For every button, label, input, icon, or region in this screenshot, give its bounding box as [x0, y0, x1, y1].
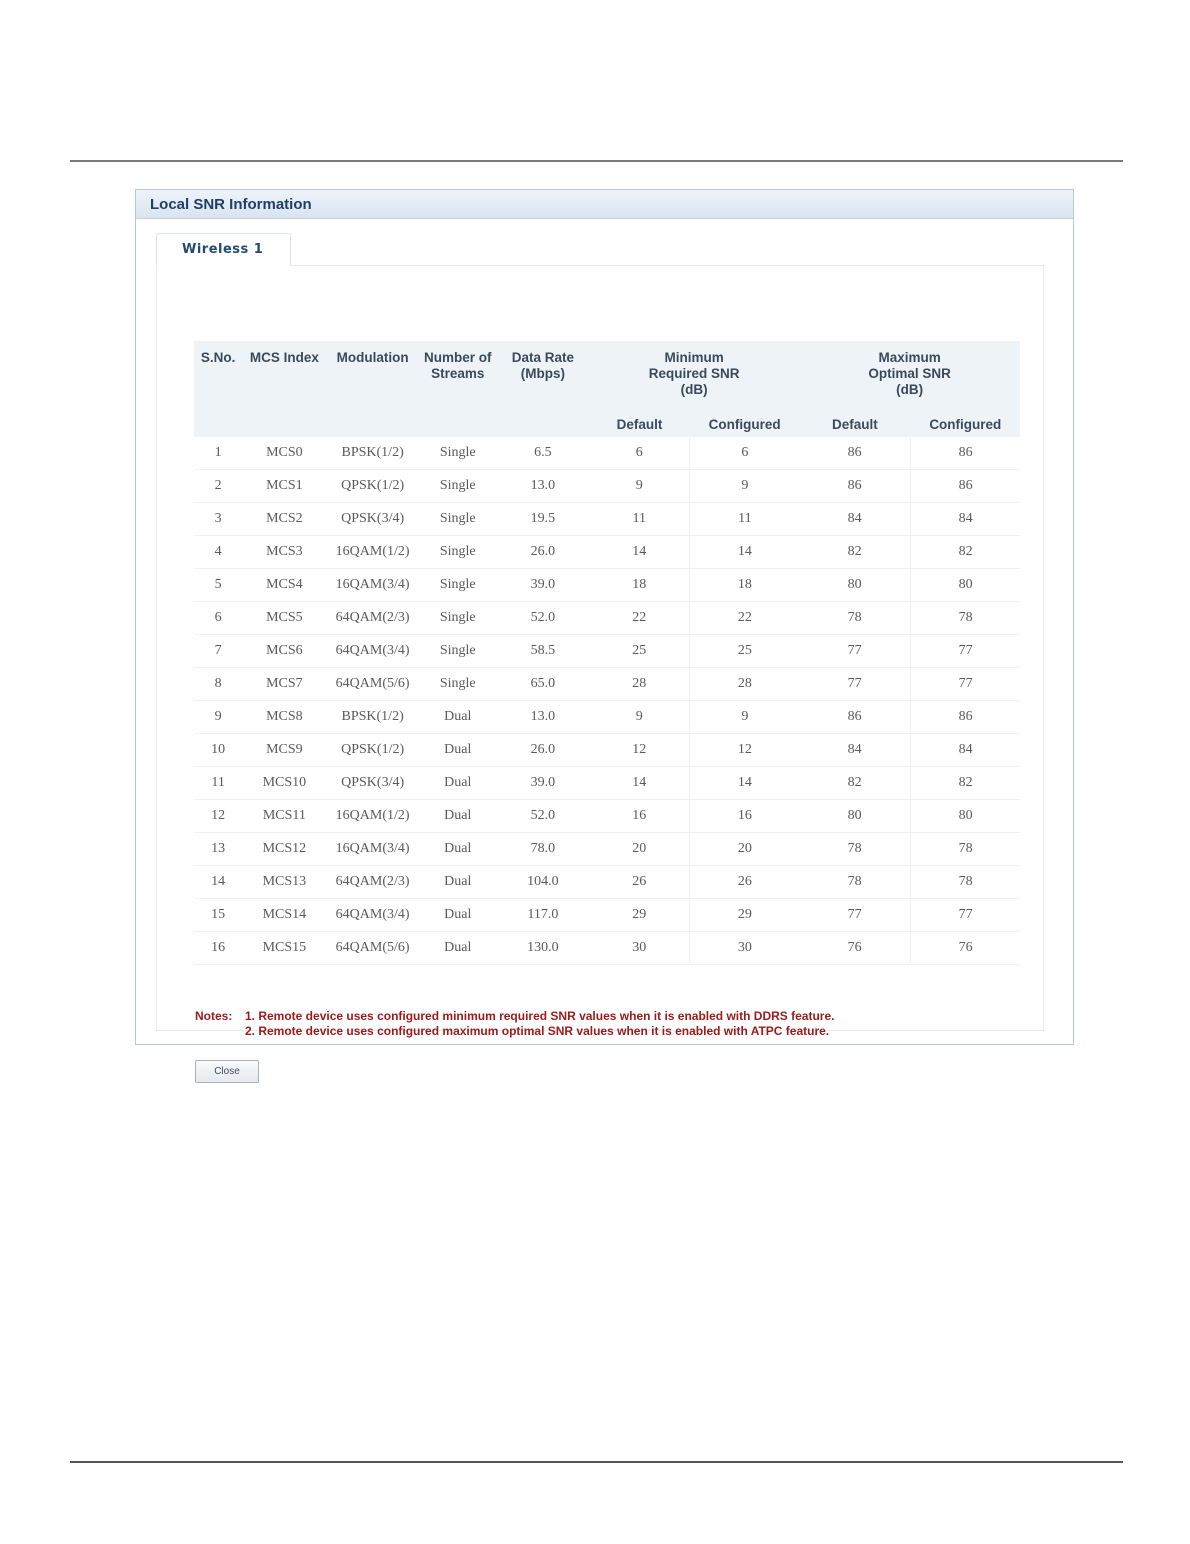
cell-streams: Dual — [419, 899, 497, 932]
cell-max-default: 77 — [799, 899, 910, 932]
header-sno: S.No. — [194, 341, 242, 437]
close-button[interactable]: Close — [195, 1060, 259, 1083]
cell-max-default: 76 — [799, 932, 910, 965]
cell-modulation: 16QAM(3/4) — [326, 833, 418, 866]
cell-mcs-index: MCS13 — [242, 866, 326, 899]
cell-streams: Single — [419, 470, 497, 503]
cell-min-configured: 14 — [690, 767, 799, 800]
cell-max-default: 77 — [799, 668, 910, 701]
cell-min-default: 6 — [589, 437, 690, 470]
table-row — [194, 668, 1020, 701]
cell-max-default: 77 — [799, 635, 910, 668]
cell-mcs-index: MCS5 — [242, 602, 326, 635]
cell-sno: 3 — [194, 503, 242, 536]
cell-min-default: 14 — [589, 536, 690, 569]
cell-sno: 5 — [194, 569, 242, 602]
cell-modulation: 16QAM(1/2) — [326, 536, 418, 569]
cell-data-rate: 26.0 — [497, 536, 589, 569]
cell-modulation: 16QAM(1/2) — [326, 800, 418, 833]
table-row — [194, 932, 1020, 965]
cell-mcs-index: MCS8 — [242, 701, 326, 734]
cell-max-default: 78 — [799, 866, 910, 899]
table-row — [194, 899, 1020, 932]
cell-mcs-index: MCS3 — [242, 536, 326, 569]
header-data-rate: Data Rate (Mbps) — [497, 341, 589, 437]
cell-min-configured: 9 — [690, 470, 799, 503]
snr-table — [194, 341, 1020, 965]
cell-data-rate: 39.0 — [497, 767, 589, 800]
cell-modulation: QPSK(1/2) — [326, 470, 418, 503]
cell-streams: Single — [419, 635, 497, 668]
cell-sno: 11 — [194, 767, 242, 800]
header-max-configured: Configured — [911, 412, 1020, 437]
cell-max-configured: 86 — [911, 470, 1020, 503]
cell-max-configured: 86 — [911, 701, 1020, 734]
cell-max-configured: 82 — [911, 536, 1020, 569]
cell-max-configured: 77 — [911, 635, 1020, 668]
cell-mcs-index: MCS12 — [242, 833, 326, 866]
cell-modulation: QPSK(3/4) — [326, 767, 418, 800]
cell-sno: 2 — [194, 470, 242, 503]
cell-max-default: 80 — [799, 800, 910, 833]
header-min-required-snr: Minimum Required SNR (dB) — [589, 341, 799, 412]
cell-max-default: 86 — [799, 470, 910, 503]
header-max-optimal-snr: Maximum Optimal SNR (dB) — [799, 341, 1020, 412]
cell-sno: 9 — [194, 701, 242, 734]
table-row — [194, 701, 1020, 734]
cell-data-rate: 39.0 — [497, 569, 589, 602]
table-row — [194, 503, 1020, 536]
table-row — [194, 437, 1020, 470]
cell-min-configured: 28 — [690, 668, 799, 701]
header-mcs-index: MCS Index — [242, 341, 326, 437]
cell-mcs-index: MCS11 — [242, 800, 326, 833]
cell-sno: 10 — [194, 734, 242, 767]
cell-min-configured: 29 — [690, 899, 799, 932]
cell-data-rate: 78.0 — [497, 833, 589, 866]
cell-min-configured: 25 — [690, 635, 799, 668]
cell-mcs-index: MCS6 — [242, 635, 326, 668]
cell-streams: Dual — [419, 701, 497, 734]
cell-modulation: 16QAM(3/4) — [326, 569, 418, 602]
cell-min-default: 12 — [589, 734, 690, 767]
cell-sno: 14 — [194, 866, 242, 899]
cell-min-configured: 14 — [690, 536, 799, 569]
cell-max-default: 86 — [799, 437, 910, 470]
cell-modulation: QPSK(3/4) — [326, 503, 418, 536]
cell-max-default: 84 — [799, 503, 910, 536]
table-row — [194, 470, 1020, 503]
cell-mcs-index: MCS1 — [242, 470, 326, 503]
panel-title: Local SNR Information — [136, 190, 1073, 219]
cell-max-default: 86 — [799, 701, 910, 734]
tab-content — [156, 265, 1044, 1077]
cell-data-rate: 13.0 — [497, 701, 589, 734]
cell-data-rate: 52.0 — [497, 602, 589, 635]
cell-data-rate: 52.0 — [497, 800, 589, 833]
cell-max-configured: 78 — [911, 833, 1020, 866]
cell-min-default: 29 — [589, 899, 690, 932]
cell-streams: Dual — [419, 767, 497, 800]
cell-sno: 4 — [194, 536, 242, 569]
cell-modulation: BPSK(1/2) — [326, 437, 418, 470]
cell-streams: Dual — [419, 833, 497, 866]
cell-min-configured: 30 — [690, 932, 799, 965]
table-row — [194, 800, 1020, 833]
cell-data-rate: 65.0 — [497, 668, 589, 701]
cell-min-default: 9 — [589, 701, 690, 734]
cell-modulation: 64QAM(5/6) — [326, 932, 418, 965]
cell-min-configured: 9 — [690, 701, 799, 734]
cell-mcs-index: MCS2 — [242, 503, 326, 536]
cell-modulation: 64QAM(3/4) — [326, 899, 418, 932]
cell-min-default: 14 — [589, 767, 690, 800]
cell-min-configured: 22 — [690, 602, 799, 635]
cell-mcs-index: MCS7 — [242, 668, 326, 701]
cell-min-default: 26 — [589, 866, 690, 899]
cell-streams: Single — [419, 602, 497, 635]
notes-label: Notes: — [195, 1009, 233, 1023]
cell-modulation: 64QAM(5/6) — [326, 668, 418, 701]
cell-mcs-index: MCS0 — [242, 437, 326, 470]
cell-mcs-index: MCS9 — [242, 734, 326, 767]
cell-streams: Single — [419, 668, 497, 701]
cell-data-rate: 58.5 — [497, 635, 589, 668]
cell-max-default: 84 — [799, 734, 910, 767]
cell-max-configured: 78 — [911, 866, 1020, 899]
cell-mcs-index: MCS10 — [242, 767, 326, 800]
cell-data-rate: 6.5 — [497, 437, 589, 470]
cell-streams: Dual — [419, 734, 497, 767]
cell-min-default: 20 — [589, 833, 690, 866]
cell-mcs-index: MCS4 — [242, 569, 326, 602]
cell-max-configured: 80 — [911, 800, 1020, 833]
table-row — [194, 734, 1020, 767]
cell-sno: 8 — [194, 668, 242, 701]
cell-modulation: BPSK(1/2) — [326, 701, 418, 734]
cell-max-configured: 80 — [911, 569, 1020, 602]
cell-max-configured: 84 — [911, 734, 1020, 767]
cell-data-rate: 117.0 — [497, 899, 589, 932]
cell-max-configured: 77 — [911, 668, 1020, 701]
cell-data-rate: 13.0 — [497, 470, 589, 503]
cell-min-default: 11 — [589, 503, 690, 536]
cell-data-rate: 19.5 — [497, 503, 589, 536]
cell-min-default: 16 — [589, 800, 690, 833]
cell-min-configured: 11 — [690, 503, 799, 536]
cell-sno: 1 — [194, 437, 242, 470]
cell-sno: 13 — [194, 833, 242, 866]
cell-max-default: 80 — [799, 569, 910, 602]
cell-streams: Dual — [419, 866, 497, 899]
table-row — [194, 569, 1020, 602]
cell-modulation: 64QAM(3/4) — [326, 635, 418, 668]
note-line: 2. Remote device uses configured maximum optimal SNR values when it is enabled with ATPC feature. — [245, 1024, 830, 1038]
cell-sno: 15 — [194, 899, 242, 932]
cell-streams: Dual — [419, 800, 497, 833]
cell-max-configured: 82 — [911, 767, 1020, 800]
cell-min-default: 25 — [589, 635, 690, 668]
cell-streams: Single — [419, 503, 497, 536]
cell-min-configured: 26 — [690, 866, 799, 899]
cell-streams: Dual — [419, 932, 497, 965]
cell-max-default: 78 — [799, 602, 910, 635]
cell-min-default: 28 — [589, 668, 690, 701]
cell-min-default: 18 — [589, 569, 690, 602]
cell-max-default: 78 — [799, 833, 910, 866]
page-bottom-rule — [70, 1461, 1123, 1463]
table-row — [194, 635, 1020, 668]
header-modulation: Modulation — [326, 341, 418, 437]
cell-max-configured: 78 — [911, 602, 1020, 635]
cell-min-configured: 6 — [690, 437, 799, 470]
cell-modulation: 64QAM(2/3) — [326, 866, 418, 899]
tab-wireless-1[interactable]: Wireless 1 — [156, 233, 291, 266]
cell-sno: 12 — [194, 800, 242, 833]
cell-data-rate: 26.0 — [497, 734, 589, 767]
tab-strip — [156, 233, 1044, 1077]
cell-sno: 7 — [194, 635, 242, 668]
header-min-default: Default — [589, 412, 690, 437]
cell-modulation: QPSK(1/2) — [326, 734, 418, 767]
cell-streams: Single — [419, 569, 497, 602]
cell-sno: 6 — [194, 602, 242, 635]
cell-data-rate: 104.0 — [497, 866, 589, 899]
cell-max-configured: 84 — [911, 503, 1020, 536]
cell-min-configured: 16 — [690, 800, 799, 833]
cell-min-default: 9 — [589, 470, 690, 503]
cell-mcs-index: MCS14 — [242, 899, 326, 932]
table-row — [194, 833, 1020, 866]
cell-modulation: 64QAM(2/3) — [326, 602, 418, 635]
header-streams: Number of Streams — [419, 341, 497, 437]
header-max-default: Default — [799, 412, 910, 437]
cell-streams: Single — [419, 437, 497, 470]
local-snr-panel — [135, 189, 1074, 1077]
page-top-rule — [70, 160, 1123, 162]
cell-min-configured: 18 — [690, 569, 799, 602]
cell-data-rate: 130.0 — [497, 932, 589, 965]
cell-max-configured: 77 — [911, 899, 1020, 932]
header-min-configured: Configured — [690, 412, 799, 437]
cell-streams: Single — [419, 536, 497, 569]
cell-min-configured: 20 — [690, 833, 799, 866]
table-row — [194, 866, 1020, 899]
cell-max-default: 82 — [799, 767, 910, 800]
cell-sno: 16 — [194, 932, 242, 965]
table-row — [194, 602, 1020, 635]
note-line: 1. Remote device uses configured minimum required SNR values when it is enabled with DDRS feature. — [245, 1009, 835, 1023]
cell-max-default: 82 — [799, 536, 910, 569]
cell-min-default: 30 — [589, 932, 690, 965]
cell-mcs-index: MCS15 — [242, 932, 326, 965]
cell-min-configured: 12 — [690, 734, 799, 767]
cell-max-configured: 86 — [911, 437, 1020, 470]
table-row — [194, 767, 1020, 800]
cell-max-configured: 76 — [911, 932, 1020, 965]
table-row — [194, 536, 1020, 569]
cell-min-default: 22 — [589, 602, 690, 635]
